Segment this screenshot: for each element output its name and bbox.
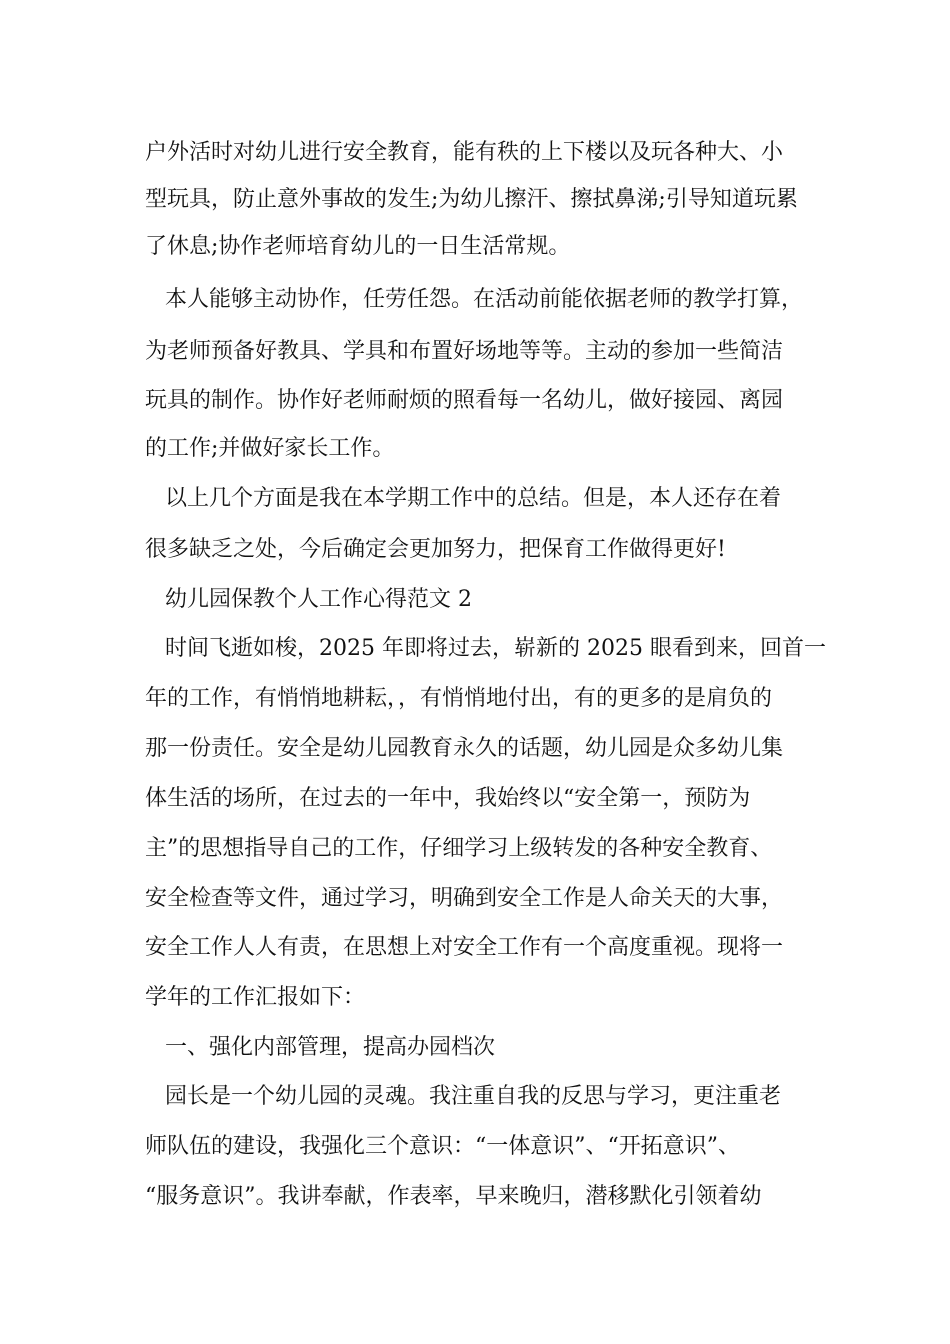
text-line: 很多缺乏之处，今后确定会更加努力，把保育工作做得更好! — [145, 537, 726, 562]
text-line: “服务意识”。我讲奉献，作表率，早来晚归，潜移默化引领着幼 — [145, 1184, 762, 1209]
text-line: 安全检查等文件，通过学习，明确到安全工作是人命关天的大事， — [145, 886, 784, 911]
text-line: 安全工作人人有责，在思想上对安全工作有一个高度重视。现将一 — [145, 935, 784, 960]
text-line: 玩具的制作。协作好老师耐烦的照看每一名幼儿，做好接园、离园 — [145, 388, 784, 413]
text-line: 了休息;协作老师培育幼儿的一日生活常规。 — [145, 234, 571, 259]
text-line: 本人能够主动协作，任劳任怨。在活动前能依据老师的教学打算， — [165, 287, 804, 312]
text-line: 师队伍的建设，我强化三个意识：“一体意识”、“开拓意识”、 — [145, 1134, 740, 1159]
text-line: 为老师预备好教具、学具和布置好场地等等。主动的参加一些简洁 — [145, 339, 784, 364]
text-line: 园长是一个幼儿园的灵魂。我注重自我的反思与学习，更注重老 — [165, 1084, 782, 1109]
section-heading: 幼儿园保教个人工作心得范文 2 — [165, 587, 472, 612]
text-line: 的工作;并做好家长工作。 — [145, 436, 395, 461]
text-line: 以上几个方面是我在本学期工作中的总结。但是，本人还存在着 — [165, 486, 782, 511]
text-line: 主”的思想指导自己的工作，仔细学习上级转发的各种安全教育、 — [145, 836, 773, 861]
text-line: 型玩具，防止意外事故的发生;为幼儿擦汗、擦拭鼻涕;引导知道玩累 — [145, 187, 798, 212]
text-line: 学年的工作汇报如下： — [145, 985, 366, 1010]
text-line: 那一份责任。安全是幼儿园教育永久的话题，幼儿园是众多幼儿集 — [145, 736, 784, 761]
text-line: 年的工作，有悄悄地耕耘，，有悄悄地付出，有的更多的是肩负的 — [145, 686, 773, 711]
text-line: 时间飞逝如梭，2025 年即将过去，崭新的 2025 眼看到来，回首一 — [165, 636, 826, 661]
text-line: 户外活时对幼儿进行安全教育，能有秩的上下楼以及玩各种大、小 — [145, 140, 784, 165]
section-heading: 一、强化内部管理，提高办园档次 — [165, 1035, 496, 1060]
text-line: 体生活的场所，在过去的一年中，我始终以“安全第一，预防为 — [145, 786, 751, 811]
